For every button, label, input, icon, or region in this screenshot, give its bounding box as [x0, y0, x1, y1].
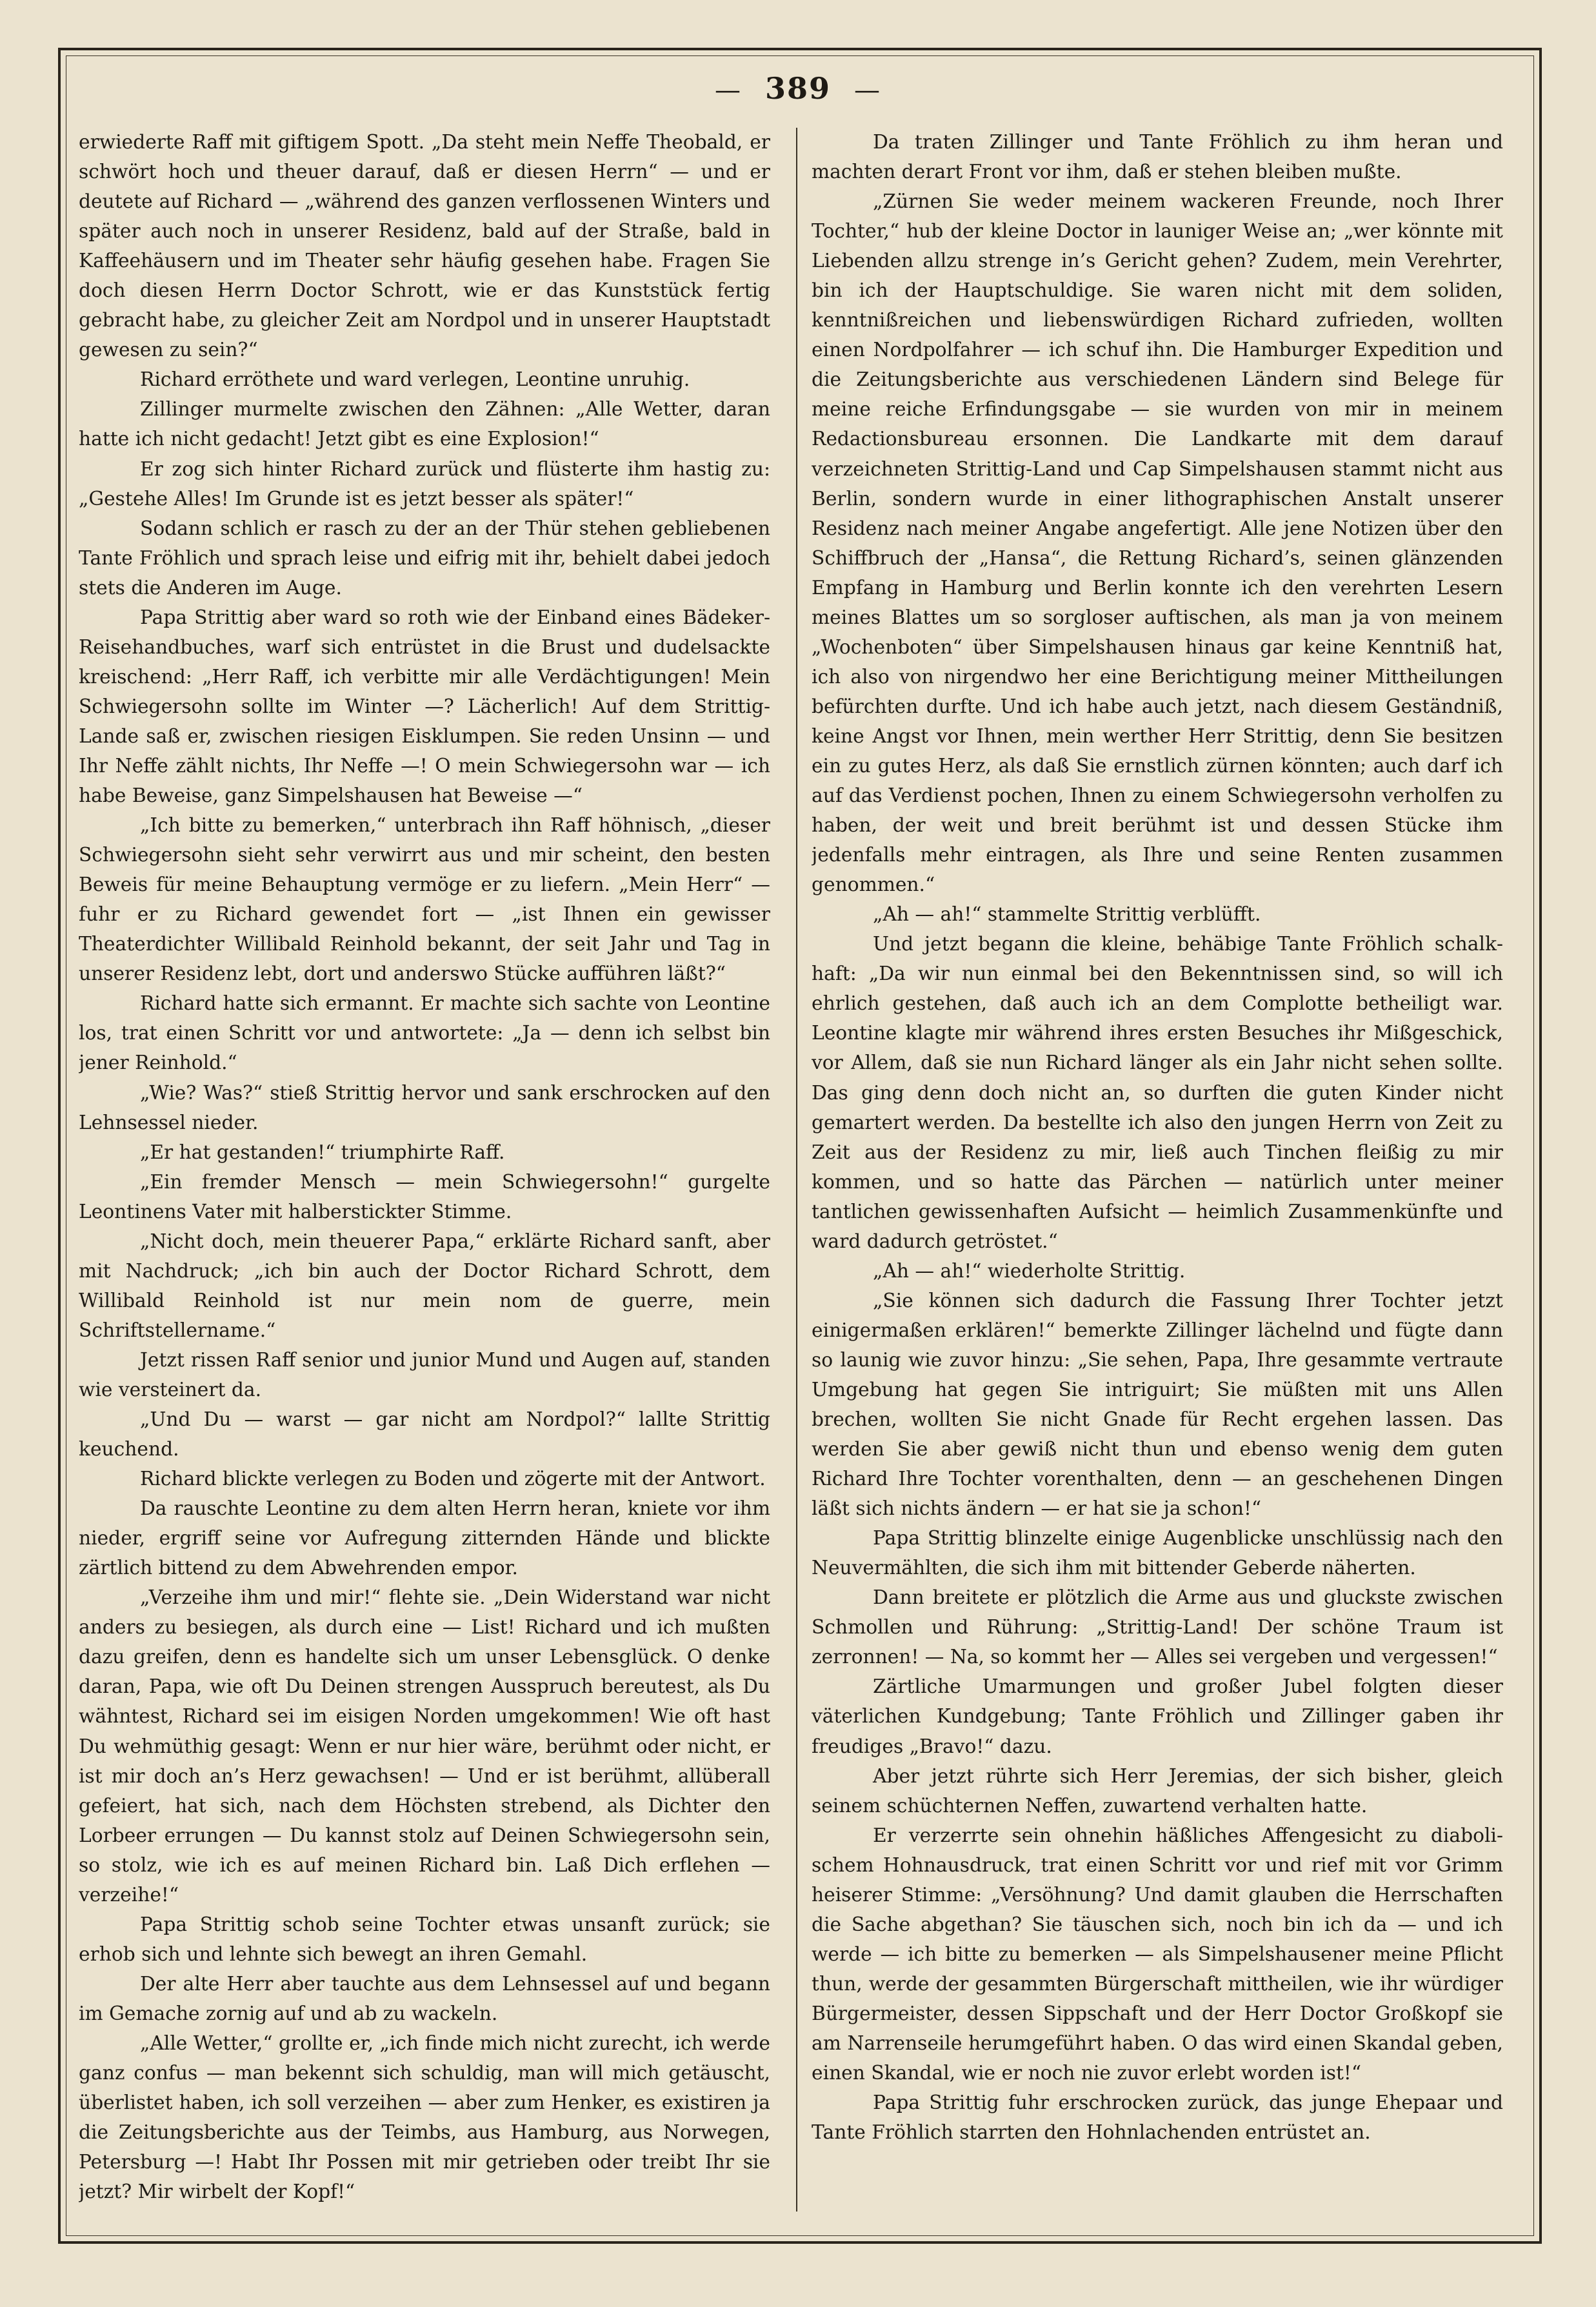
- paragraph: Zillinger murmelte zwischen den Zähnen: „Alle Wetter, daran hatte ich nicht gedacht! Jetzt gibt es eine Explosion!“: [79, 398, 770, 451]
- paragraph: „Alle Wetter,“ grollte er, „ich finde mich nicht zurecht, ich werde ganz confus — man bekennt sich schuldig, man will mich getäuscht, überlistet haben, ich soll verzeihen — aber zum Henker, es existiren ja die Zeitungsberichte aus der Teimbs, aus Hamburg, aus Norwegen, Petersburg —! Habt Ihr Possen mit mir getrieben oder treibt Ihr sie jetzt? Mir wirbelt der Kopf!“: [79, 2032, 770, 2204]
- paragraph: Da traten Zillinger und Tante Fröhlich zu ihm heran und machten derart Front vor ihm, daß er stehen bleiben mußte.: [812, 131, 1503, 184]
- paragraph: Der alte Herr aber tauchte aus dem Lehnsessel auf und begann im Gemache zornig auf und ab zu wackeln.: [79, 1972, 770, 2025]
- paragraph: Aber jetzt rührte sich Herr Jeremias, der sich bisher, gleich seinem schüchternen Neffen, zuwartend verhalten hatte.: [812, 1764, 1503, 1817]
- paragraph: „Sie können sich dadurch die Fassung Ihrer Tochter jetzt einigermaßen erklären!“ bemerkte Zillinger lächelnd und fügte dann so launig wie zuvor hinzu: „Sie sehen, Papa, Ihre gesammte vertraute Umgebung hat gegen Sie intriguirt; Sie müßten mit uns Allen brechen, wollten Sie nicht Gnade für Recht ergehen lassen. Das werden Sie aber gewiß nicht thun und ebenso wenig dem guten Richard Ihre Tochter vorenthalten, denn — an geschehenen Dingen läßt sich nichts ändern — er hat sie ja schon!“: [812, 1289, 1503, 1521]
- paragraph: Papa Strittig schob seine Tochter etwas unsanft zurück; sie erhob sich und lehnte sich bewegt an ihren Gemahl.: [79, 1913, 770, 1966]
- right-column: [812, 128, 1503, 2218]
- paragraph: Papa Strittig blinzelte einige Augenblicke unschlüssig nach den Neuvermählten, die sich ihm mit bittender Geberde näherten.: [812, 1527, 1503, 1580]
- paragraph: Papa Strittig fuhr erschrocken zurück, das junge Ehepaar und Tante Fröhlich starrten den Hohnlachenden entrüstet an.: [812, 2092, 1503, 2144]
- paragraph: „Ah — ah!“ wiederholte Strittig.: [873, 1259, 1186, 1283]
- paragraph: „Und Du — warst — gar nicht am Nordpol?“ lallte Strittig keuchend.: [79, 1408, 770, 1461]
- paragraph: Jetzt rissen Raff senior und junior Mund und Augen auf, standen wie versteinert da.: [79, 1348, 770, 1401]
- paragraph: Da rauschte Leontine zu dem alten Herrn heran, kniete vor ihm nieder, ergriff seine vor Aufregung zitternden Hände und blickte zärtlich bittend zu dem Abwehrenden empor.: [79, 1497, 770, 1580]
- paragraph: erwiederte Raff mit giftigem Spott. „Da steht mein Neffe Theobald, er schwört hoch und theuer darauf, daß er diesen Herrn“ — und er deutete auf Richard — „während des ganzen verflossenen Winters und später auch noch in unserer Residenz, bald auf der Straße, bald in Kaffeehäusern und im Theater sehr häufig gesehen habe. Fragen Sie doch diesen Herrn Doctor Schrott, wie er das Kunststück fertig gebracht habe, zu gleicher Zeit am Nordpol und in unserer Hauptstadt gewesen zu sein?“: [79, 131, 770, 362]
- header-dash-right: —: [854, 75, 882, 105]
- paragraph: Richard hatte sich ermannt. Er machte sich sachte von Leontine los, trat einen Schritt vor und antwortete: „Ja — denn ich selbst bin jener Reinhold.“: [79, 992, 770, 1075]
- paragraph: Dann breitete er plötzlich die Arme aus und gluckste zwischen Schmollen und Rührung: „Strittig-Land! Der schöne Traum ist zerronnen! — Na, so kommt her — Alles sei vergeben und vergessen!“: [812, 1586, 1503, 1669]
- paragraph: „Ein fremder Mensch — mein Schwiegersohn!“ gurgelte Leontinens Vater mit halberstickter Stimme.: [79, 1170, 770, 1223]
- paragraph: „Ich bitte zu bemerken,“ unterbrach ihn Raff höhnisch, „dieser Schwiegersohn sieht sehr verwirrt aus und mir scheint, den besten Beweis für meine Behauptung vermöge er zu liefern. „Mein Herr“ — fuhr er zu Richard gewendet fort — „ist Ihnen ein gewisser Theaterdichter Willibald Reinhold bekannt, der seit Jahr und Tag in unserer Residenz lebt, dort und anderswo Stücke aufführen läßt?“: [79, 814, 770, 986]
- paragraph: „Zürnen Sie weder meinem wackeren Freunde, noch Ihrer Tochter,“ hub der kleine Doctor in launiger Weise an; „wer könnte mit Liebenden allzu strenge in’s Gericht gehen? Zudem, mein Verehrter, bin ich der Hauptschuldige. Sie waren nicht mit dem soliden, kenntnißreichen und liebenswürdigen Richard zufrieden, wollten einen Nordpolfahrer — ich schuf ihn. Die Hamburger Expedition und die Zeitungsberichte aus verschiedenen Ländern sind Belege für meine reiche Erfindungsgabe — sie wurden von mir in meinem Redactionsbureau ersonnen. Die Landkarte mit dem darauf verzeichneten Strittig-Land und Cap Simpelshausen stammt nicht aus Berlin, sondern wurde in einer lithographischen Anstalt unserer Residenz nach meiner Angabe angefertigt. Alle jene Notizen über den Schiffbruch der „Hansa“, die Rettung Richard’s, seinen glänzenden Empfang in Hamburg und Berlin konnte ich den verehrten Lesern meines Blattes um so sorgloser auftischen, als man ja von meinem „Wochenboten“ über Simpelshausen hinaus gar keine Kenntniß hat, ich also von nirgendwo her eine Berichtigung meiner Mittheilungen befürchten durfte. Und ich habe auch jetzt, nach diesem Geständniß, keine Angst vor Ihnen, mein werther Herr Strittig, denn Sie besitzen ein zu gutes Herz, als daß Sie ernstlich zürnen könnten; auch darf ich auf das Verdienst pochen, Ihnen zu einem Schwiegersohn verholfen zu haben, der weit und breit berühmt ist und dessen Stücke ihm jedenfalls mehr eintragen, als Ihre und seine Renten zusammen genommen.“: [812, 190, 1503, 897]
- column-divider: [796, 128, 797, 2212]
- paragraph: „Verzeihe ihm und mir!“ flehte sie. „Dein Widerstand war nicht anders zu besiegen, als durch eine — List! Richard und ich mußten dazu greifen, denn es handelte sich um unser Lebensglück. O denke daran, Papa, wie oft Du Deinen strengen Ausspruch bereutest, als Du wähntest, Richard sei im eisigen Norden umgekommen! Wie oft hast Du wehmüthig gesagt: Wenn er nur hier wäre, berühmt oder nicht, er ist mir doch an’s Herz gewachsen! — Und er ist berühmt, allüberall gefeiert, hat sich, nach dem Höchsten strebend, als Dichter den Lorbeer errungen — Du kannst stolz auf Deinen Schwiegersohn sein, so stolz, wie ich es auf meinen Richard bin. Laß Dich erflehen — verzeihe!“: [79, 1586, 770, 1906]
- page-header: [0, 71, 1596, 116]
- left-column: [79, 128, 770, 2218]
- paragraph: Richard blickte verlegen zu Boden und zögerte mit der Antwort.: [140, 1468, 766, 1491]
- paragraph: Richard erröthete und ward verlegen, Leontine unruhig.: [140, 368, 690, 392]
- paragraph: „Ah — ah!“ stammelte Strittig verblüfft.: [873, 903, 1261, 926]
- page-number: 389: [764, 71, 832, 106]
- paragraph: Er verzerrte sein ohnehin häßliches Affengesicht zu diabolischem Hohnausdruck, trat einen Schritt vor und rief mit vor Grimm heiserer Stimme: „Versöhnung? Und damit glauben die Herrschaften die Sache abgethan? Sie täuschen sich, noch bin ich da — und ich werde — ich bitte zu bemerken — als Simpelshausener meine Pflicht thun, werde der gesammten Bürgerschaft mittheilen, wie ihr würdiger Bürgermeister, dessen Sippschaft und der Herr Doctor Großkopf sie am Narrenseile herumgeführt haben. O das wird einen Skandal geben, einen Skandal, wie er noch nie zuvor erlebt worden ist!“: [812, 1824, 1503, 2085]
- header-dash-left: —: [714, 75, 742, 105]
- paragraph: Er zog sich hinter Richard zurück und flüsterte ihm hastig zu: „Gestehe Alles! Im Grunde ist es jetzt besser als später!“: [79, 457, 770, 510]
- paragraph: „Wie? Was?“ stieß Strittig hervor und sank erschrocken auf den Lehnsessel nieder.: [79, 1081, 770, 1134]
- paragraph: „Er hat gestanden!“ triumphirte Raff.: [140, 1141, 505, 1164]
- paragraph: Und jetzt begann die kleine, behäbige Tante Fröhlich schalkhaft: „Da wir nun einmal bei den Bekenntnissen sind, so will ich ehrlich gestehen, daß auch ich an dem Complotte betheiligt war. Leontine klagte mir während ihres ersten Besuches ihr Mißgeschick, vor Allem, daß sie nun Richard länger als ein Jahr nicht sehen sollte. Das ging denn doch nicht an, so durften die guten Kinder nicht gemartert werden. Da bestellte ich also den jungen Herrn von Zeit zu Zeit aus der Residenz zu mir, ließ auch Tinchen fleißig zu mir kommen, und so hatte das Pärchen — natürlich unter meiner tantlichen gewissenhaften Aufsicht — heimlich Zusammenkünfte und ward dadurch getröstet.“: [812, 933, 1503, 1253]
- paragraph: „Nicht doch, mein theuerer Papa,“ erklärte Richard sanft, aber mit Nachdruck; „ich bin auch der Doctor Richard Schrott, dem Willibald Reinhold ist nur mein nom de guerre, mein Schriftstellername.“: [79, 1230, 770, 1342]
- paragraph: Zärtliche Umarmungen und großer Jubel folgten dieser väterlichen Kundgebung; Tante Fröhlich und Zillinger gaben ihr freudiges „Bravo!“ dazu.: [812, 1675, 1503, 1758]
- paragraph: Papa Strittig aber ward so roth wie der Einband eines Bädeker-Reisehandbuches, warf sich entrüstet in die Brust und dudelsackte kreischend: „Herr Raff, ich verbitte mir alle Verdächtigungen! Mein Schwiegersohn sollte im Winter —? Lächerlich! Auf dem Strittig-Lande saß er, zwischen riesigen Eisklumpen. Sie reden Unsinn — und Ihr Neffe zählt nichts, Ihr Neffe —! O mein Schwiegersohn war — ich habe Beweise, ganz Simpelshausen hat Beweise —“: [79, 606, 770, 808]
- paragraph: Sodann schlich er rasch zu der an der Thür stehen gebliebenen Tante Fröhlich und sprach leise und eifrig mit ihr, behielt dabei jedoch stets die Anderen im Auge.: [79, 517, 770, 599]
